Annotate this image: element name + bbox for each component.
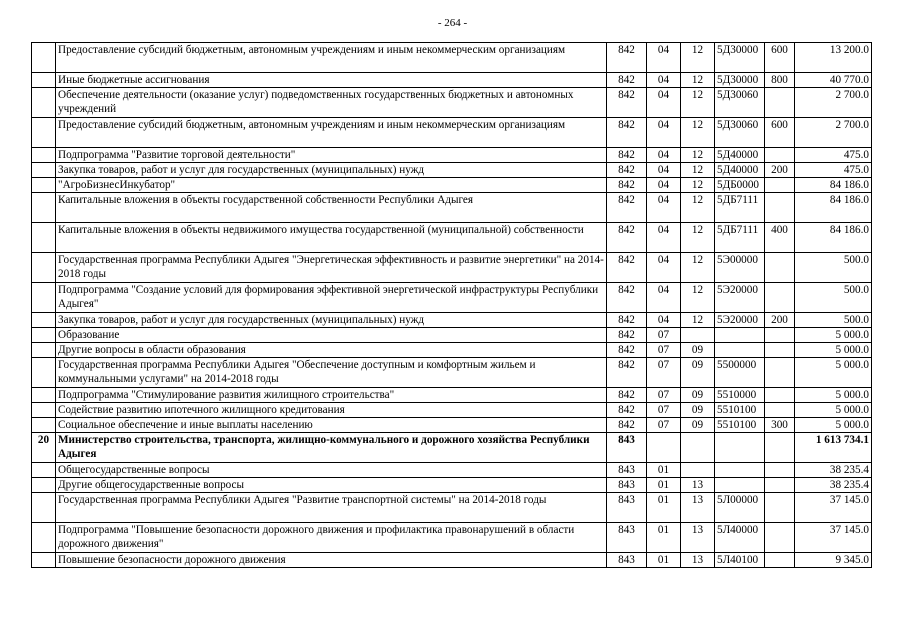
row-csr: 5510100 [715,403,765,418]
row-pr: 13 [681,478,715,493]
row-sum: 37 145.0 [795,523,872,553]
row-pr: 09 [681,418,715,433]
table-row [32,418,872,433]
row-rz: 04 [647,148,681,163]
table-row [32,73,872,88]
row-rz: 07 [647,403,681,418]
row-name: Подпрограмма "Стимулирование развития жилищного строительства" [56,388,607,403]
row-vr [765,463,795,478]
row-number [32,553,56,568]
row-sum: 5 000.0 [795,358,872,388]
row-vr [765,433,795,463]
row-ved: 842 [607,253,647,283]
row-vr: 200 [765,163,795,178]
row-number [32,178,56,193]
row-number [32,358,56,388]
row-sum: 1 613 734.1 [795,433,872,463]
row-sum: 38 235.4 [795,463,872,478]
row-rz: 04 [647,88,681,118]
row-rz: 04 [647,283,681,313]
row-number [32,43,56,73]
row-ved: 843 [607,433,647,463]
table-row [32,433,872,463]
row-number [32,493,56,523]
row-csr: 5ДБ7111 [715,193,765,223]
row-vr: 600 [765,118,795,148]
row-pr: 12 [681,88,715,118]
row-csr [715,463,765,478]
row-csr: 5ДБ7111 [715,223,765,253]
row-sum: 9 345.0 [795,553,872,568]
row-ved: 842 [607,343,647,358]
row-sum: 84 186.0 [795,178,872,193]
table-row [32,193,872,223]
row-vr [765,328,795,343]
row-vr [765,178,795,193]
table-row [32,283,872,313]
row-name: Социальное обеспечение и иные выплаты населению [56,418,607,433]
row-csr: 5Д30000 [715,43,765,73]
row-rz: 04 [647,178,681,193]
row-rz: 01 [647,493,681,523]
row-vr [765,358,795,388]
row-csr: 5Э20000 [715,283,765,313]
row-sum: 84 186.0 [795,223,872,253]
row-name: Закупка товаров, работ и услуг для государственных (муниципальных) нужд [56,313,607,328]
row-sum: 500.0 [795,283,872,313]
row-name: Обеспечение деятельности (оказание услуг) подведомственных государственных бюджетных и автономных учреждений [56,88,607,118]
row-csr: 5Л40000 [715,523,765,553]
row-ved: 842 [607,178,647,193]
row-csr: 5ДБ0000 [715,178,765,193]
row-ved: 842 [607,418,647,433]
row-csr: 5500000 [715,358,765,388]
row-number [32,343,56,358]
row-csr: 5Д40000 [715,163,765,178]
row-ved: 842 [607,388,647,403]
row-name: Содействие развитию ипотечного жилищного кредитования [56,403,607,418]
row-vr [765,253,795,283]
row-pr: 12 [681,178,715,193]
row-ved: 843 [607,523,647,553]
row-ved: 842 [607,163,647,178]
row-rz: 04 [647,43,681,73]
row-number [32,163,56,178]
row-csr: 5Д30060 [715,118,765,148]
row-name: Государственная программа Республики Адыгея "Обеспечение доступным и комфортным жильем и коммунальными услугами" на 2014-2018 годы [56,358,607,388]
row-number [32,253,56,283]
table-row [32,328,872,343]
row-rz [647,433,681,463]
row-rz: 01 [647,523,681,553]
row-vr: 800 [765,73,795,88]
row-vr [765,193,795,223]
row-vr [765,283,795,313]
row-rz: 01 [647,463,681,478]
row-rz: 04 [647,253,681,283]
table-row [32,493,872,523]
table-row [32,43,872,73]
row-name: Общегосударственные вопросы [56,463,607,478]
row-vr: 400 [765,223,795,253]
row-vr [765,403,795,418]
table-row [32,358,872,388]
row-sum: 5 000.0 [795,403,872,418]
row-rz: 01 [647,478,681,493]
row-ved: 842 [607,328,647,343]
row-csr: 5Э20000 [715,313,765,328]
row-number [32,118,56,148]
row-csr: 5Л40100 [715,553,765,568]
row-number [32,193,56,223]
row-name: Предоставление субсидий бюджетным, автономным учреждениям и иным некоммерческим организациям [56,43,607,73]
row-number [32,403,56,418]
row-number [32,223,56,253]
row-csr: 5Л00000 [715,493,765,523]
row-sum: 84 186.0 [795,193,872,223]
table-body [32,43,872,568]
row-rz: 01 [647,553,681,568]
row-pr: 13 [681,553,715,568]
row-ved: 842 [607,193,647,223]
row-vr [765,553,795,568]
row-vr: 200 [765,313,795,328]
row-csr: 5510100 [715,418,765,433]
row-sum: 500.0 [795,253,872,283]
row-rz: 07 [647,328,681,343]
row-number [32,388,56,403]
row-rz: 04 [647,118,681,148]
row-vr [765,343,795,358]
table-row [32,478,872,493]
row-sum: 5 000.0 [795,343,872,358]
row-rz: 07 [647,358,681,388]
row-pr: 09 [681,343,715,358]
row-ved: 842 [607,43,647,73]
row-name: Подпрограмма "Повышение безопасности дорожного движения и профилактика правонарушений в области дорожного движения" [56,523,607,553]
row-csr: 5Э00000 [715,253,765,283]
row-sum: 2 700.0 [795,118,872,148]
row-csr [715,433,765,463]
row-rz: 04 [647,163,681,178]
row-rz: 04 [647,193,681,223]
row-pr: 12 [681,148,715,163]
row-csr [715,328,765,343]
row-ved: 842 [607,358,647,388]
row-pr: 12 [681,73,715,88]
row-sum: 475.0 [795,163,872,178]
table-row [32,178,872,193]
page-number: - 264 - [437,17,468,29]
row-name: Образование [56,328,607,343]
row-number [32,283,56,313]
table-row [32,88,872,118]
row-name: Предоставление субсидий бюджетным, автономным учреждениям и иным некоммерческим организациям [56,118,607,148]
row-rz: 07 [647,343,681,358]
row-vr [765,478,795,493]
row-name: Иные бюджетные ассигнования [56,73,607,88]
row-rz: 07 [647,388,681,403]
row-number [32,313,56,328]
row-vr [765,388,795,403]
row-rz: 04 [647,73,681,88]
row-pr: 12 [681,43,715,73]
row-name: Подпрограмма "Развитие торговой деятельности" [56,148,607,163]
row-ved: 843 [607,553,647,568]
row-name: Капитальные вложения в объекты недвижимого имущества государственной (муниципальной) собственности [56,223,607,253]
row-pr: 12 [681,163,715,178]
row-pr: 13 [681,493,715,523]
row-pr: 12 [681,118,715,148]
table-row [32,313,872,328]
table-row [32,223,872,253]
row-csr: 5Д30060 [715,88,765,118]
row-csr [715,343,765,358]
row-name: Государственная программа Республики Адыгея "Развитие транспортной системы" на 2014-2018 годы [56,493,607,523]
row-pr: 09 [681,403,715,418]
row-rz: 07 [647,418,681,433]
row-name: Другие общегосударственные вопросы [56,478,607,493]
row-csr: 5Д30000 [715,73,765,88]
row-ved: 842 [607,148,647,163]
table-row [32,403,872,418]
row-number [32,463,56,478]
table-row [32,553,872,568]
row-pr: 09 [681,358,715,388]
row-name: Государственная программа Республики Адыгея "Энергетическая эффективность и развитие энергетики" на 2014-2018 годы [56,253,607,283]
row-name: Министерство строительства, транспорта, жилищно-коммунального и дорожного хозяйства Республики Адыгея [56,433,607,463]
row-pr: 12 [681,193,715,223]
row-number: 20 [32,433,56,463]
row-sum: 5 000.0 [795,388,872,403]
row-pr: 13 [681,523,715,553]
row-csr: 5Д40000 [715,148,765,163]
row-ved: 843 [607,478,647,493]
row-ved: 842 [607,283,647,313]
row-vr [765,148,795,163]
row-ved: 842 [607,88,647,118]
row-number [32,73,56,88]
row-ved: 842 [607,403,647,418]
row-ved: 843 [607,493,647,523]
row-ved: 842 [607,223,647,253]
row-name: "АгроБизнесИнкубатор" [56,178,607,193]
row-vr: 600 [765,43,795,73]
row-number [32,523,56,553]
row-vr [765,523,795,553]
row-ved: 842 [607,73,647,88]
row-sum: 38 235.4 [795,478,872,493]
row-sum: 5 000.0 [795,328,872,343]
row-rz: 04 [647,313,681,328]
row-ved: 842 [607,118,647,148]
row-name: Другие вопросы в области образования [56,343,607,358]
row-csr [715,478,765,493]
table-row [32,343,872,358]
row-sum: 40 770.0 [795,73,872,88]
row-number [32,418,56,433]
table-row [32,148,872,163]
row-name: Капитальные вложения в объекты государственной собственности Республики Адыгея [56,193,607,223]
row-sum: 475.0 [795,148,872,163]
row-rz: 04 [647,223,681,253]
budget-table [31,42,872,568]
row-number [32,328,56,343]
row-sum: 5 000.0 [795,418,872,433]
row-pr: 12 [681,283,715,313]
row-pr [681,433,715,463]
row-pr [681,328,715,343]
table-row [32,253,872,283]
row-vr: 300 [765,418,795,433]
table-row [32,163,872,178]
table-row [32,523,872,553]
row-ved: 842 [607,313,647,328]
row-number [32,148,56,163]
row-pr [681,463,715,478]
row-pr: 12 [681,313,715,328]
row-csr: 5510000 [715,388,765,403]
table-row [32,388,872,403]
row-pr: 09 [681,388,715,403]
row-ved: 843 [607,463,647,478]
row-sum: 2 700.0 [795,88,872,118]
row-number [32,478,56,493]
row-pr: 12 [681,253,715,283]
row-name: Закупка товаров, работ и услуг для государственных (муниципальных) нужд [56,163,607,178]
table-row [32,463,872,478]
row-name: Подпрограмма "Создание условий для формирования эффективной энергетической инфраструктуры Республики Адыгея" [56,283,607,313]
row-vr [765,88,795,118]
row-number [32,88,56,118]
row-vr [765,493,795,523]
table-row [32,118,872,148]
row-name: Повышение безопасности дорожного движения [56,553,607,568]
row-sum: 37 145.0 [795,493,872,523]
row-pr: 12 [681,223,715,253]
row-sum: 13 200.0 [795,43,872,73]
row-sum: 500.0 [795,313,872,328]
